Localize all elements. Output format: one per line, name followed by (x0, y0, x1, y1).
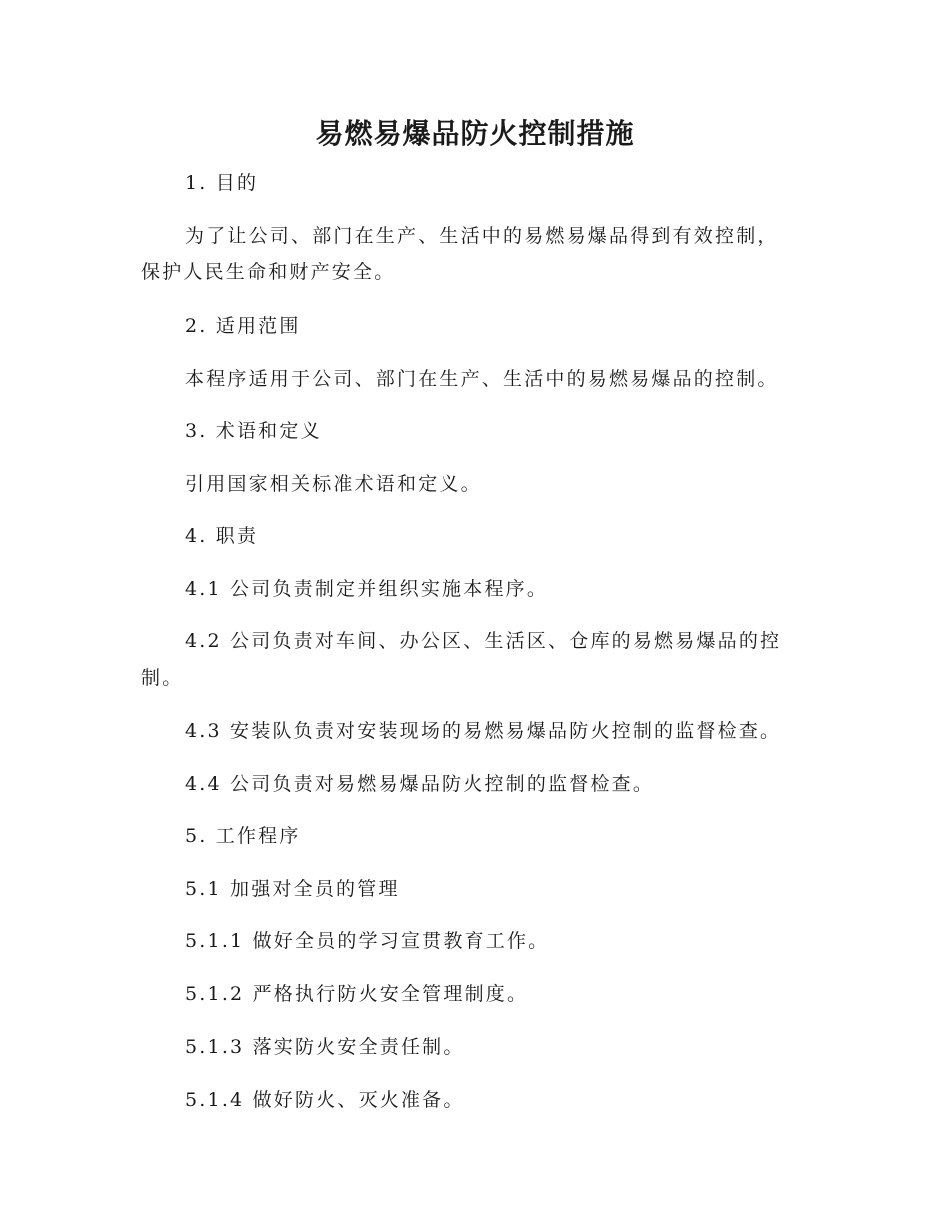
section-heading-terms: 3. 术语和定义 (185, 420, 322, 442)
paragraph-line: 4.4 公司负责对易燃易爆品防火控制的监督检查。 (185, 773, 655, 795)
section-heading-duties: 4. 职责 (185, 525, 259, 547)
paragraph-line: 制。 (141, 667, 184, 689)
paragraph-line: 5.1.1 做好全员的学习宣贯教育工作。 (185, 930, 550, 952)
paragraph-line: 5.1.3 落实防火安全责任制。 (185, 1036, 465, 1058)
paragraph-line: 4.1 公司负责制定并组织实施本程序。 (185, 578, 549, 600)
paragraph-line: 5.1.4 做好防火、灭火准备。 (185, 1089, 465, 1111)
section-heading-purpose: 1. 目的 (185, 172, 259, 194)
document-title: 易燃易爆品防火控制措施 (315, 117, 635, 150)
paragraph-line: 5.1 加强对全员的管理 (185, 878, 400, 900)
paragraph-line: 4.3 安装队负责对安装现场的易燃易爆品防火控制的监督检查。 (185, 720, 782, 742)
paragraph-line: 5.1.2 严格执行防火安全管理制度。 (185, 983, 529, 1005)
section-heading-scope: 2. 适用范围 (185, 315, 301, 337)
paragraph-line: 为了让公司、部门在生产、生活中的易燃易爆品得到有效控制， (185, 225, 779, 247)
paragraph-line: 4.2 公司负责对车间、办公区、生活区、仓库的易燃易爆品的控 (185, 630, 782, 652)
paragraph-line: 保护人民生命和财产安全。 (141, 261, 396, 283)
paragraph-line: 本程序适用于公司、部门在生产、生活中的易燃易爆品的控制。 (185, 368, 779, 390)
section-heading-procedure: 5. 工作程序 (185, 825, 301, 847)
paragraph-line: 引用国家相关标准术语和定义。 (185, 473, 482, 495)
